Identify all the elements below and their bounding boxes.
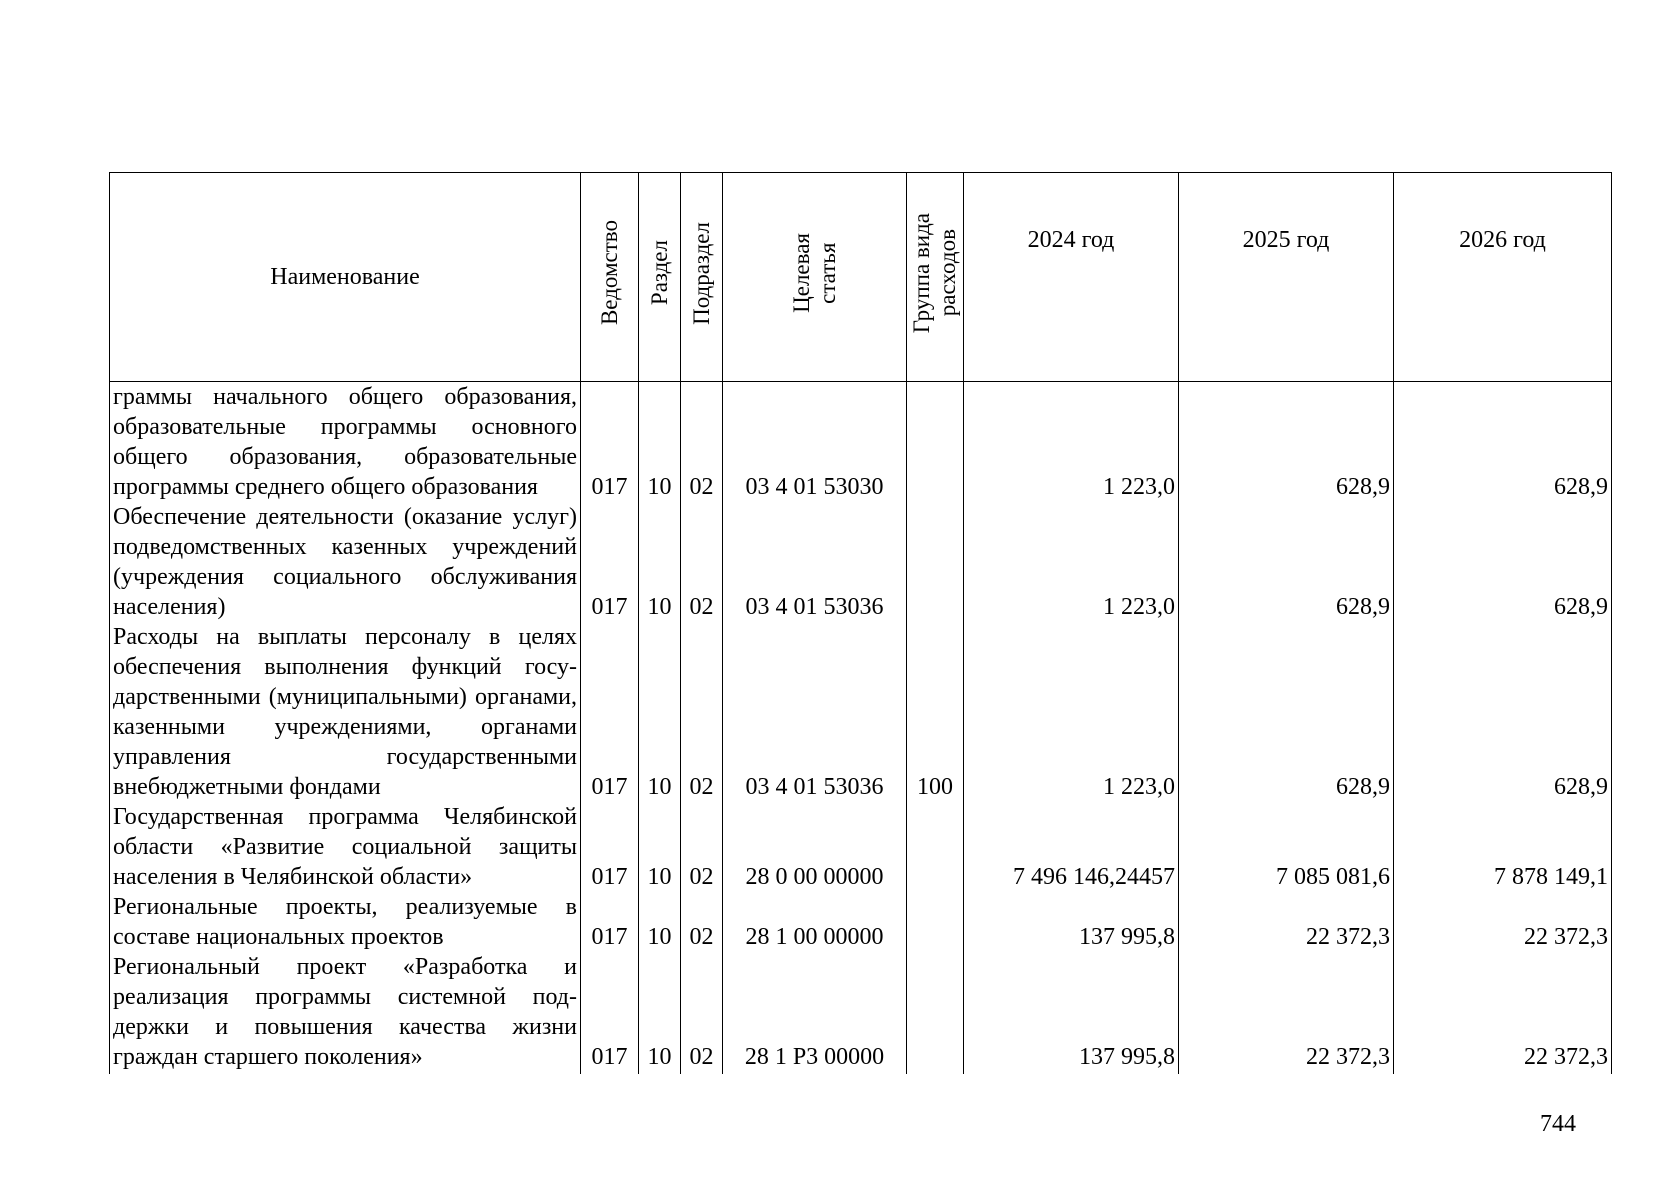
row-razdel: 10 bbox=[639, 622, 681, 802]
header-group: Группа вида расходов bbox=[907, 173, 964, 382]
row-group-code bbox=[907, 502, 964, 622]
row-value-2024: 7 496 146,24457 bbox=[964, 802, 1179, 892]
table-row bbox=[110, 892, 1612, 952]
row-value-2024: 1 223,0 bbox=[964, 382, 1179, 503]
header-podrazdel: Подраздел bbox=[681, 173, 723, 382]
row-razdel: 10 bbox=[639, 892, 681, 952]
budget-table bbox=[109, 172, 1612, 1074]
header-name: Наименование bbox=[110, 173, 581, 382]
row-value-2025: 22 372,3 bbox=[1179, 952, 1394, 1074]
row-vedomstvo: 017 bbox=[581, 622, 639, 802]
row-value-2024: 1 223,0 bbox=[964, 502, 1179, 622]
row-vedomstvo: 017 bbox=[581, 952, 639, 1074]
row-target-code: 03 4 01 53030 bbox=[723, 382, 907, 503]
row-vedomstvo: 017 bbox=[581, 382, 639, 503]
row-podrazdel: 02 bbox=[681, 892, 723, 952]
table-header-row bbox=[110, 173, 1612, 382]
header-vedomstvo: Ведомство bbox=[581, 173, 639, 382]
table-row bbox=[110, 802, 1612, 892]
row-name: Региональный проект «Разработка и реализация программы системной поддержки и повышения качества жизни граждан старшего поколения» bbox=[110, 952, 581, 1074]
row-name: граммы начального общего образования, образовательные программы основного общего образования, образовательные программы среднего общего образования bbox=[110, 382, 581, 503]
row-vedomstvo: 017 bbox=[581, 802, 639, 892]
row-value-2025: 628,9 bbox=[1179, 382, 1394, 503]
row-value-2025: 22 372,3 bbox=[1179, 892, 1394, 952]
row-vedomstvo: 017 bbox=[581, 892, 639, 952]
row-value-2026: 628,9 bbox=[1394, 622, 1612, 802]
header-target: Целевая статья bbox=[723, 173, 907, 382]
header-2026: 2026 год bbox=[1394, 173, 1612, 382]
row-razdel: 10 bbox=[639, 802, 681, 892]
row-value-2026: 7 878 149,1 bbox=[1394, 802, 1612, 892]
row-target-code: 28 1 00 00000 bbox=[723, 892, 907, 952]
row-group-code bbox=[907, 952, 964, 1074]
row-vedomstvo: 017 bbox=[581, 502, 639, 622]
row-podrazdel: 02 bbox=[681, 502, 723, 622]
header-2025: 2025 год bbox=[1179, 173, 1394, 382]
row-value-2024: 137 995,8 bbox=[964, 892, 1179, 952]
row-group-code bbox=[907, 802, 964, 892]
row-value-2024: 1 223,0 bbox=[964, 622, 1179, 802]
row-podrazdel: 02 bbox=[681, 382, 723, 503]
row-target-code: 03 4 01 53036 bbox=[723, 502, 907, 622]
row-value-2025: 628,9 bbox=[1179, 622, 1394, 802]
row-podrazdel: 02 bbox=[681, 952, 723, 1074]
row-podrazdel: 02 bbox=[681, 802, 723, 892]
header-2024: 2024 год bbox=[964, 173, 1179, 382]
table-row bbox=[110, 622, 1612, 802]
row-target-code: 28 1 P3 00000 bbox=[723, 952, 907, 1074]
table-row bbox=[110, 382, 1612, 503]
row-razdel: 10 bbox=[639, 952, 681, 1074]
row-razdel: 10 bbox=[639, 502, 681, 622]
row-name: Обеспечение деятельности (оказание услуг) подведомственных казенных учреждений (учреждения социального обслуживания населения) bbox=[110, 502, 581, 622]
row-value-2026: 628,9 bbox=[1394, 382, 1612, 503]
row-value-2025: 628,9 bbox=[1179, 502, 1394, 622]
row-value-2026: 22 372,3 bbox=[1394, 892, 1612, 952]
header-razdel: Раздел bbox=[639, 173, 681, 382]
row-value-2025: 7 085 081,6 bbox=[1179, 802, 1394, 892]
row-value-2026: 22 372,3 bbox=[1394, 952, 1612, 1074]
row-target-code: 28 0 00 00000 bbox=[723, 802, 907, 892]
table-row bbox=[110, 952, 1612, 1074]
row-name: Расходы на выплаты персоналу в целях обеспечения выполнения функций государственными (муниципальными) органами, казенными учреждениями, органами управления государственными внебюджетными фондами bbox=[110, 622, 581, 802]
page-number: 744 bbox=[1540, 1111, 1576, 1137]
row-name: Региональные проекты, реализуемые в составе национальных проектов bbox=[110, 892, 581, 952]
table-row bbox=[110, 502, 1612, 622]
row-group-code bbox=[907, 382, 964, 503]
row-group-code bbox=[907, 892, 964, 952]
row-name: Государственная программа Челябинской области «Развитие социальной защиты населения в Челябинской области» bbox=[110, 802, 581, 892]
row-razdel: 10 bbox=[639, 382, 681, 503]
row-target-code: 03 4 01 53036 bbox=[723, 622, 907, 802]
row-value-2024: 137 995,8 bbox=[964, 952, 1179, 1074]
row-podrazdel: 02 bbox=[681, 622, 723, 802]
row-group-code: 100 bbox=[907, 622, 964, 802]
row-value-2026: 628,9 bbox=[1394, 502, 1612, 622]
